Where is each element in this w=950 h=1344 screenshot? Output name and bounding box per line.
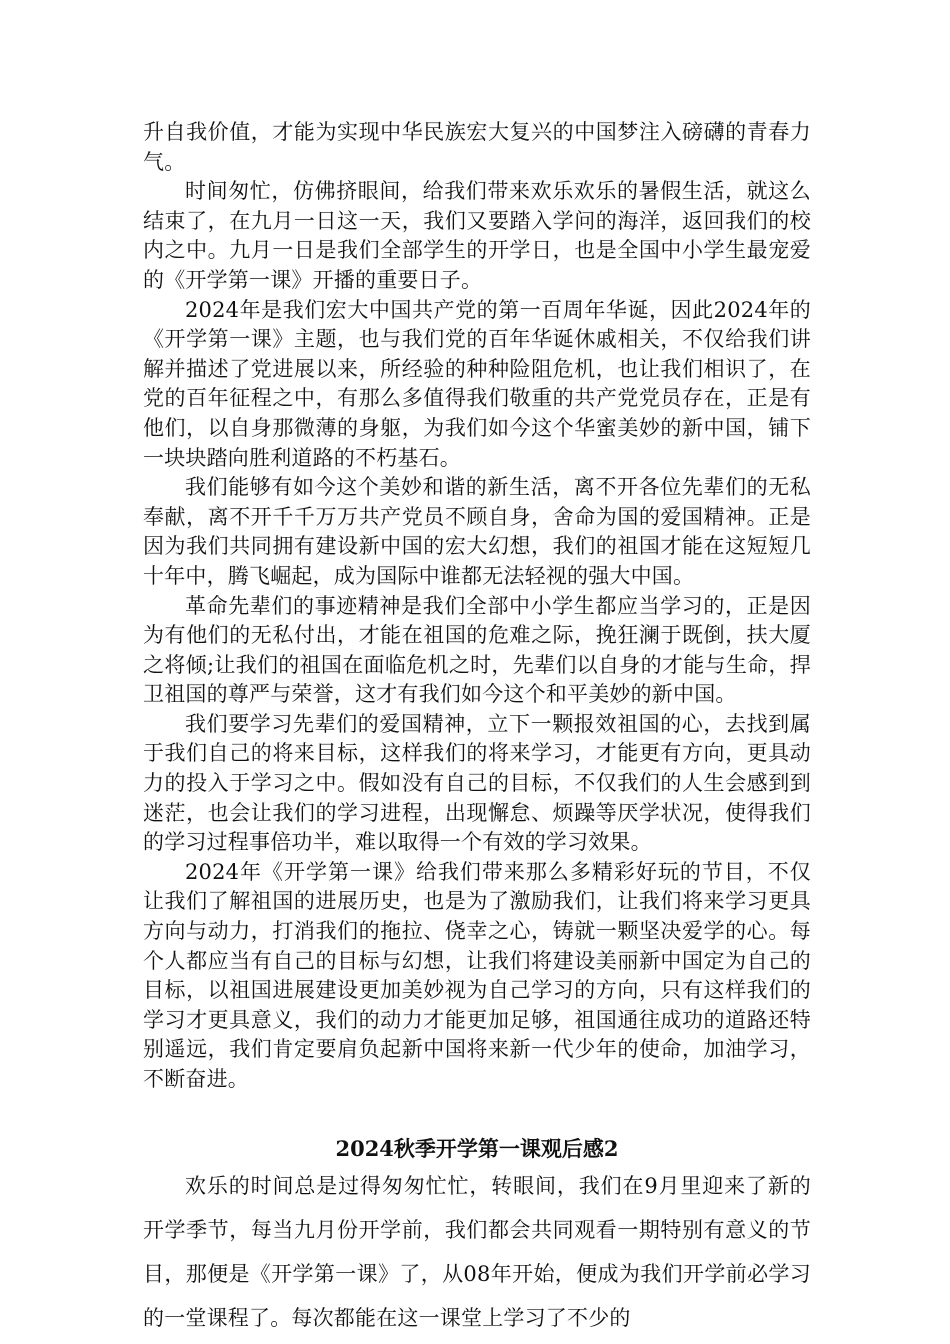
paragraph: 我们能够有如今这个美妙和谐的新生活，离不开各位先辈们的无私奉献，离不开千千万万共产党员不顾自身，舍命为国的爱国精神。正是因为我们共同拥有建设新中国的宏大幻想，我们的祖国才能在这短短几十年中，腾飞崛起，成为国际中谁都无法轻视的强大中国。: [143, 475, 811, 588]
document-page: [143, 118, 811, 1340]
paragraph: 欢乐的时间总是过得匆匆忙忙，转眼间，我们在9月里迎来了新的开学季节，每当九月份开学前，我们都会共同观看一期特别有意义的节目，那便是《开学第一课》了，从08年开始，便成为我们开学前必学习的一堂课程了。每次都能在这一课堂上学习了不少的: [143, 1173, 811, 1330]
essay-one-body: [143, 118, 811, 1095]
paragraph: 2024年是我们宏大中国共产党的第一百周年华诞，因此2024年的《开学第一课》主题，也与我们党的百年华诞休戚相关，不仅给我们讲解并描述了党进展以来，所经验的种种险阻危机，也让我们相识了，在党的百年征程之中，有那么多值得我们敬重的共产党党员存在，正是有他们，以自身那微薄的身躯，为我们如今这个华蜜美妙的新中国，铺下一块块踏向胜利道路的不朽基石。: [143, 297, 811, 470]
essay-two-body: [143, 1164, 811, 1340]
paragraph-continuation: 升自我价值，才能为实现中华民族宏大复兴的中国梦注入磅礴的青春力气。: [143, 120, 811, 174]
paragraph: 时间匆忙，仿佛挤眼间，给我们带来欢乐欢乐的暑假生活，就这么结束了，在九月一日这一天，我们又要踏入学问的海洋，返回我们的校内之中。九月一日是我们全部学生的开学日，也是全国中小学生最宠爱的《开学第一课》开播的重要日子。: [143, 179, 811, 292]
paragraph: 2024年《开学第一课》给我们带来那么多精彩好玩的节目，不仅让我们了解祖国的进展历史，也是为了激励我们，让我们将来学习更具方向与动力，打消我们的拖拉、侥幸之心，铸就一颗坚决爱学的心。每个人都应当有自己的目标与幻想，让我们将建设美丽新中国定为自己的目标，以祖国进展建设更加美妙视为自己学习的方向，只有这样我们的学习才更具意义，我们的动力才能更加足够，祖国通往成功的道路还特别遥远，我们肯定要肩负起新中国将来新一代少年的使命，加油学习，不断奋进。: [143, 859, 811, 1091]
paragraph: 我们要学习先辈们的爱国精神，立下一颗报效祖国的心，去找到属于我们自己的将来目标，这样我们的将来学习，才能更有方向，更具动力的投入于学习之中。假如没有自己的目标，不仅我们的人生会感到到迷茫，也会让我们的学习进程，出现懈怠、烦躁等厌学状况，使得我们的学习过程事倍功半，难以取得一个有效的学习效果。: [143, 711, 811, 855]
section-heading: 2024秋季开学第一课观后感2: [335, 1135, 619, 1161]
paragraph: 革命先辈们的事迹精神是我们全部中小学生都应当学习的，正是因为有他们的无私付出，才能在祖国的危难之际，挽狂澜于既倒，扶大厦之将倾;让我们的祖国在面临危机之时，先辈们以自身的才能与生命，捍卫祖国的尊严与荣誉，这才有我们如今这个和平美妙的新中国。: [143, 593, 811, 707]
